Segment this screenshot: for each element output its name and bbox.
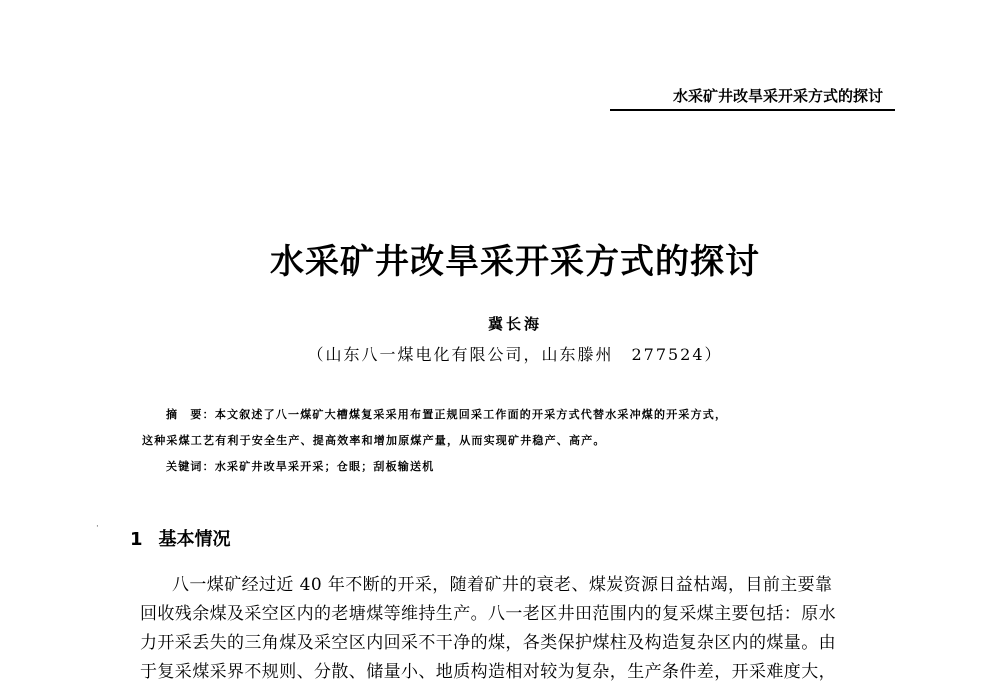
section-heading xyxy=(130,525,231,551)
margin-mark: · xyxy=(96,522,99,532)
abstract-line-2 xyxy=(142,428,894,454)
body-line: 回收残余煤及采空区内的老塘煤等维持生产。八一老区井田范围内的复采煤主要包括：原水 xyxy=(140,604,836,624)
body-paragraph xyxy=(140,571,900,687)
body-line: 于复采煤采界不规则、分散、储量小、地质构造相对较为复杂，生产条件差，开采难度大， xyxy=(140,662,836,682)
keywords-text: 水采矿井改旱采开采；仓眼；刮板输送机 xyxy=(214,460,435,473)
body-line: 力开采丢失的三角煤及采空区内回采不干净的煤，各类保护煤柱及构造复杂区内的煤量。由 xyxy=(140,633,836,653)
abstract-block xyxy=(142,402,894,480)
paper-title: 水采矿井改旱采开采方式的探讨 xyxy=(270,242,760,282)
running-header xyxy=(610,83,895,111)
body-line: 八一煤矿经过近 40 年不断的开采，随着矿井的衰老、煤炭资源日益枯竭，目前主要靠 xyxy=(172,575,833,595)
abstract-label: 摘 要： xyxy=(166,408,215,421)
running-header-text: 水采矿井改旱采开采方式的探讨 xyxy=(672,87,883,105)
section-number: 1 xyxy=(130,529,143,550)
author-name: 冀长海 xyxy=(487,315,542,333)
abstract-text-1: 本文叙述了八一煤矿大槽煤复采采用布置正规回采工作面的开采方式代替水采冲煤的开采方式， xyxy=(214,408,728,421)
author-affiliation: （山东八一煤电化有限公司，山东滕州 277524） xyxy=(307,345,723,364)
abstract-line-1 xyxy=(142,402,894,428)
section-title: 基本情况 xyxy=(158,529,231,550)
keywords-label: 关键词： xyxy=(166,460,215,473)
keywords-line xyxy=(142,454,894,480)
abstract-text-2: 这种采煤工艺有利于安全生产、提高效率和增加原煤产量，从而实现矿井稳产、高产。 xyxy=(142,434,606,447)
